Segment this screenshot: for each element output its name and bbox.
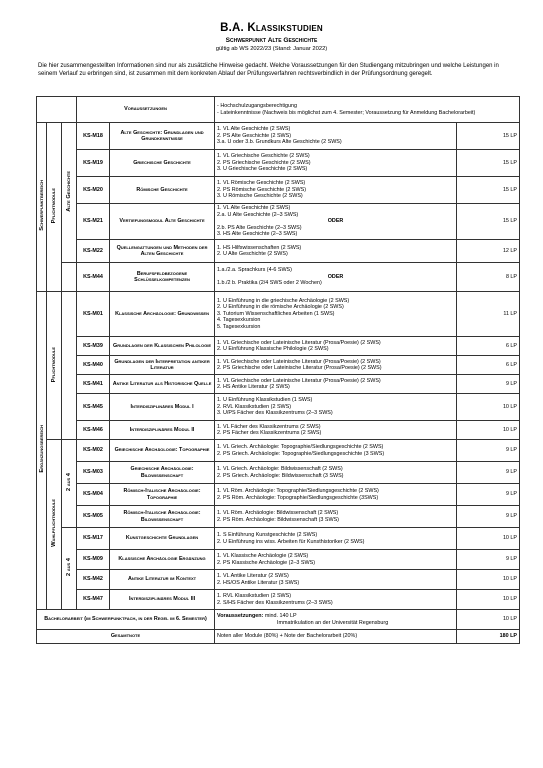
- group-2-aus-4-b-cell: [62, 528, 77, 610]
- module-lp: 9 LP: [505, 469, 518, 476]
- course-line: 2. Ü Einführung Klassische Philologie (2 SWS): [217, 346, 329, 352]
- grade-total: 180 LP: [499, 633, 518, 640]
- module-courses: [215, 292, 457, 337]
- module-code: KS-M22: [83, 247, 103, 254]
- prereq-spacer: [37, 97, 77, 123]
- course-line: ODER: [327, 273, 344, 280]
- area-pflicht: Pflichtmodule: [50, 188, 57, 224]
- module-name-cell: [110, 484, 215, 506]
- module-name-cell: [110, 590, 215, 610]
- module-code: KS-M04: [83, 491, 103, 498]
- course-line: 1. VL Alte Geschichte (2 SWS): [217, 126, 291, 133]
- module-name-cell: [110, 292, 215, 337]
- course-line: 1.a./2.a. Sprachkurs (4-6 SWS): [217, 267, 292, 274]
- area-alte-geschichte: Alte Geschichte: [65, 170, 72, 212]
- module-name-cell: [110, 263, 215, 292]
- module-courses: [215, 337, 457, 356]
- course-line: 3. Ü/PS Fächer des Klassikzentrums (2–3 SWS): [217, 410, 333, 417]
- module-lp-cell: [457, 177, 520, 204]
- module-code: KS-M46: [83, 426, 103, 433]
- course-line: 2. PS Röm. Archäologie: Bildwissenschaft (3 SWS): [217, 516, 339, 523]
- module-code-cell: [77, 204, 110, 240]
- course-line: 5. Tagesexkursion: [217, 323, 261, 330]
- module-code: KS-M02: [83, 447, 103, 454]
- course-line: 2. Ü Einführung ins wiss. Arbeiten für Kunsthistoriker (2 SWS): [217, 538, 365, 545]
- module-code-cell: [77, 570, 110, 590]
- area-pflicht-2: Pflichtmodule: [50, 346, 57, 382]
- module-code: KS-M05: [83, 513, 103, 520]
- module-code-cell: [77, 177, 110, 204]
- module-courses: [215, 462, 457, 484]
- module-name-cell: [110, 356, 215, 375]
- grade-label: Gesamtnote: [110, 633, 141, 640]
- module-lp: 9 LP: [505, 380, 518, 387]
- area-wahlpflicht: Wahlpflichtmodule: [50, 499, 57, 548]
- module-lp: 9 LP: [505, 556, 518, 563]
- prereq-list: [215, 97, 520, 123]
- module-lp: 15 LP: [502, 218, 518, 225]
- module-code: KS-M09: [83, 556, 103, 563]
- course-line: 2. PS Fächer des Klassikzentrums (2 SWS): [217, 430, 322, 436]
- module-lp-cell: [457, 590, 520, 610]
- module-code: KS-M44: [83, 273, 103, 280]
- module-name: Klassische Archäologie Ergänzung: [118, 556, 206, 563]
- group-2-aus-4-b: 2 aus 4: [65, 558, 72, 577]
- module-code-cell: [77, 462, 110, 484]
- module-name: Berufsfeldbezogene Schlüsselkompetenzen: [134, 270, 190, 283]
- module-name: Interdisziplinäres Modul I: [130, 403, 194, 410]
- intro-paragraph: Die hier zusammengestellten Informationen sind nur als zusätzliche Hinweise gedacht. Welche Voraussetzungen für den Studiengang mitzubringen und welche Leistungen in seinem Verlauf zu erbringen sind, ist zusammen mit dem konkreten Ablauf der Prüfungsverfahren rechtsverbindlich in der Prüfungsordnung geregelt.: [38, 63, 499, 78]
- page-title: B.A. Klassikstudien: [220, 22, 323, 34]
- course-line: 1. VL Griech. Archäologie: Bildwissenschaft (2 SWS): [217, 466, 343, 473]
- module-name-cell: [110, 177, 215, 204]
- module-name: Römisch-Italische Archäologie: Bildwissenschaft: [123, 510, 201, 523]
- course-line: 1. VL Fächer des Klassikzentrums (2 SWS): [217, 423, 321, 430]
- module-lp: 10 LP: [502, 403, 518, 410]
- module-code: KS-M42: [83, 576, 103, 583]
- course-line: 3.a. Ü oder 3.b. Grundkurs Alte Geschichte (2 SWS): [217, 139, 342, 146]
- module-name-cell: [110, 440, 215, 462]
- module-code-cell: [77, 440, 110, 462]
- thesis-requirements: [215, 610, 457, 630]
- module-code-cell: [77, 337, 110, 356]
- course-line: 2. HS Antike Literatur (2 SWS): [217, 384, 290, 390]
- course-line: 2. HS/OS Antike Literatur (3 SWS): [217, 579, 300, 586]
- course-line: 2. PS Alte Geschichte (2 SWS): [217, 132, 292, 139]
- module-lp-cell: [457, 440, 520, 462]
- module-lp-cell: [457, 123, 520, 150]
- module-name: Antike Literatur im Kontext: [127, 576, 197, 583]
- module-lp-cell: [457, 356, 520, 375]
- module-code-cell: [77, 421, 110, 440]
- module-name-cell: [110, 570, 215, 590]
- module-code: KS-M41: [83, 380, 103, 387]
- module-name-cell: [110, 394, 215, 421]
- module-courses: [215, 528, 457, 550]
- module-courses: [215, 356, 457, 375]
- grade-text: Noten aller Module (80%) + Note der Bachelorarbeit (20%): [217, 633, 358, 640]
- module-name: Griechische Archäologie: Topographie: [114, 447, 210, 454]
- module-name: Klassische Archäologie: Grundwissen: [115, 310, 209, 317]
- module-code: KS-M01: [83, 310, 103, 317]
- module-name: Griechische Geschichte: [133, 159, 191, 166]
- course-line: 2.b. PS Alte Geschichte (2–3 SWS): [217, 224, 302, 231]
- module-lp: 15 LP: [502, 132, 518, 139]
- module-code-cell: [77, 375, 110, 394]
- course-line: 2.a. Ü Alte Geschichte (2–3 SWS): [217, 211, 299, 218]
- course-line: 1. VL Griechische oder Lateinische Literatur (Prosa/Poesie) (2 SWS): [217, 339, 381, 346]
- page-subtitle: Schwerpunkt Alte Geschichte: [225, 37, 318, 44]
- module-name: Interdisziplinäres Modul II: [129, 426, 195, 433]
- module-code-cell: [77, 506, 110, 528]
- course-line: 1. VL Röm. Archäologie: Bildwissenschaft (2 SWS): [217, 510, 339, 517]
- module-lp-cell: [457, 462, 520, 484]
- module-code-cell: [77, 240, 110, 263]
- module-code-cell: [77, 590, 110, 610]
- module-courses: [215, 570, 457, 590]
- module-lp: 9 LP: [505, 513, 518, 520]
- course-line: 2. PS Griechische oder Lateinische Literatur (Prosa/Poesie) (2 SWS): [217, 365, 382, 371]
- module-courses: [215, 394, 457, 421]
- course-line: 3. Tutorium Wissenschaftliches Arbeiten (1 SWS): [217, 310, 335, 317]
- module-name-cell: [110, 123, 215, 150]
- course-line: 1. VL Griechische oder Lateinische Literatur (Prosa/Poesie) (2 SWS): [217, 358, 381, 365]
- module-code: KS-M03: [83, 469, 103, 476]
- module-courses: [215, 421, 457, 440]
- course-line: 2. Ü Alte Geschichte (2 SWS): [217, 251, 288, 257]
- course-line: 4. Tagesexkursion: [217, 317, 261, 324]
- module-lp-cell: [457, 337, 520, 356]
- grade-text-cell: [215, 630, 457, 644]
- area-schwerpunkt: Schwerpunktbereich: [39, 180, 45, 232]
- module-code-cell: [77, 550, 110, 570]
- module-lp-cell: [457, 506, 520, 528]
- course-line: 1. VL Römische Geschichte (2 SWS): [217, 180, 306, 187]
- module-code: KS-M19: [83, 159, 103, 166]
- course-line: 3. Ü Griechische Geschichte (2 SWS): [217, 166, 308, 173]
- module-lp-cell: [457, 484, 520, 506]
- course-line: 2. S/HS Fächer des Klassikzentrums (2–3 SWS): [217, 599, 333, 606]
- module-code-cell: [77, 292, 110, 337]
- module-lp-cell: [457, 204, 520, 240]
- course-line: 1. RVL Klassikstudien (2 SWS): [217, 593, 292, 600]
- module-name-cell: [110, 528, 215, 550]
- module-code: KS-M40: [83, 361, 103, 368]
- prereq-item: - Lateinkenntnisse (Nachweis bis möglichst zum 4. Semester; Voraussetzung für Anmeldung Bachelorarbeit): [217, 109, 476, 116]
- module-courses: [215, 375, 457, 394]
- module-lp-cell: [457, 421, 520, 440]
- course-line: 1. VL Alte Geschichte (2 SWS): [217, 205, 291, 212]
- area-wahlpflicht-cell: [47, 440, 62, 610]
- module-code: KS-M45: [83, 403, 103, 410]
- module-courses: [215, 150, 457, 177]
- course-line: 2. RVL Klassikstudien (2 SWS): [217, 403, 292, 410]
- validity-note: gültig ab WS 2022/23 (Stand: Januar 2022): [215, 46, 328, 52]
- module-lp: 10 LP: [502, 576, 518, 583]
- thesis-label-cell: [37, 610, 215, 630]
- module-courses: [215, 484, 457, 506]
- module-name-cell: [110, 550, 215, 570]
- module-lp: 6 LP: [505, 342, 518, 349]
- module-code: KS-M39: [83, 342, 103, 349]
- course-line: 3. HS Alte Geschichte (2–3 SWS): [217, 231, 298, 238]
- module-name: Kunstgeschichte Grundlagen: [125, 535, 199, 542]
- course-line: 3. Ü Römische Geschichte (2 SWS): [217, 193, 303, 200]
- module-name: Römische Geschichte: [136, 186, 188, 193]
- module-name-cell: [110, 337, 215, 356]
- module-courses: [215, 123, 457, 150]
- module-lp: 9 LP: [505, 491, 518, 498]
- course-line: 1. S Einführung Kunstgeschichte (2 SWS): [217, 532, 318, 539]
- prereq-label: Voraussetzungen: [124, 106, 167, 113]
- course-line: 2. Ü Einführung in die römische Archäologie (2 SWS): [217, 304, 344, 311]
- module-name: Interdisziplinäres Modul III: [128, 596, 196, 603]
- module-lp: 15 LP: [502, 186, 518, 193]
- thesis-label: Bachelorarbeit (im Schwerpunktfach, in der Regel im 6. Semester): [44, 616, 207, 623]
- module-lp: 15 LP: [502, 159, 518, 166]
- module-name: Antike Literatur als Historische Quelle: [112, 380, 212, 387]
- module-code: KS-M21: [83, 218, 103, 225]
- course-line: 2. PS Griech. Archäologie: Bildwissenschaft (3 SWS): [217, 472, 344, 479]
- module-code-cell: [77, 356, 110, 375]
- module-lp-cell: [457, 394, 520, 421]
- module-courses: [215, 263, 457, 292]
- module-code-cell: [77, 394, 110, 421]
- group-2-aus-4-a: 2 aus 4: [65, 473, 72, 492]
- module-lp-cell: [457, 528, 520, 550]
- thesis-lp-cell: [457, 610, 520, 630]
- course-line: ODER: [327, 218, 344, 225]
- course-line: 1. VL Antike Literatur (2 SWS): [217, 573, 289, 580]
- course-line: 2. PS Griech. Archäologie: Topographie/Siedlungsgeschichte (3 SWS): [217, 450, 385, 457]
- thesis-lp: 10 LP: [502, 616, 518, 623]
- module-lp-cell: [457, 150, 520, 177]
- area-ergaenzung-cell: [37, 292, 47, 610]
- module-name: Römisch-Italische Archäologie: Topographie: [123, 488, 201, 501]
- grade-label-cell: [37, 630, 215, 644]
- module-lp: 6 LP: [505, 361, 518, 368]
- module-code: KS-M20: [83, 186, 103, 193]
- area-ergaenzung: Ergänzungsbereich: [39, 425, 45, 474]
- module-code-cell: [77, 123, 110, 150]
- module-name: Grundlagen der Interpretation antiker Literatur: [114, 358, 210, 371]
- module-lp: 12 LP: [502, 247, 518, 254]
- module-courses: [215, 204, 457, 240]
- prereq-item: - Hochschulzugangsberechtigung: [217, 103, 298, 110]
- module-lp-cell: [457, 375, 520, 394]
- area-blank: [62, 263, 77, 292]
- module-courses: [215, 506, 457, 528]
- course-line: 1. VL Klassische Archäologie (2 SWS): [217, 553, 309, 560]
- course-line: 1. VL Griech. Archäologie: Topographie/Siedlungsgeschichte (2 SWS): [217, 444, 384, 451]
- module-code-cell: [77, 484, 110, 506]
- course-line: 1. Ü Einführung in die griechische Archäologie (2 SWS): [217, 297, 350, 304]
- course-line: 1.b./2 b. Praktika (2/4 SWS oder 2 Wochen): [217, 280, 322, 287]
- course-line: 1. VL Griechische oder Lateinische Literatur (Prosa/Poesie) (2 SWS): [217, 377, 381, 384]
- module-lp: 9 LP: [505, 447, 518, 454]
- module-courses: [215, 550, 457, 570]
- area-pflicht-cell: [47, 123, 62, 292]
- module-name: Quellengattungen und Methoden der Alten Geschichte: [116, 244, 208, 257]
- module-name: Alte Geschichte: Grundlagen und Grundkenntnisse: [120, 129, 204, 142]
- module-name: Vertiefungsmodul Alte Geschichte: [119, 218, 205, 225]
- module-code: KS-M17: [83, 535, 103, 542]
- module-name-cell: [110, 462, 215, 484]
- module-code: KS-M18: [83, 132, 103, 139]
- module-code-cell: [77, 528, 110, 550]
- module-lp-cell: [457, 263, 520, 292]
- thesis-req-label: Voraussetzungen:: [217, 613, 264, 620]
- course-line: 1. VL Röm. Archäologie: Topographie/Siedlungsgeschichte (2 SWS): [217, 488, 379, 495]
- module-code-cell: [77, 150, 110, 177]
- module-name: Griechische Archäologie: Bildwissenschaft: [130, 466, 194, 479]
- module-code-cell: [77, 263, 110, 292]
- course-line: 2. PS Röm. Archäologie: Topographie/Siedlungsgeschichte (3SWS): [217, 494, 379, 501]
- module-table: [36, 96, 520, 644]
- module-code: KS-M47: [83, 596, 103, 603]
- course-line: 2. PS Griechische Geschichte (2 SWS): [217, 159, 311, 166]
- group-2-aus-4-a-cell: [62, 440, 77, 528]
- course-line: 2. PS Klassische Archäologie (2–3 SWS): [217, 559, 316, 566]
- module-lp: 11 LP: [503, 310, 518, 317]
- module-name-cell: [110, 375, 215, 394]
- module-courses: [215, 177, 457, 204]
- module-name-cell: [110, 421, 215, 440]
- module-lp-cell: [457, 240, 520, 263]
- prereq-label-cell: [77, 97, 215, 123]
- thesis-req-1: mind. 140 LP: [264, 613, 297, 620]
- module-courses: [215, 590, 457, 610]
- module-lp: 10 LP: [502, 535, 518, 542]
- module-name-cell: [110, 204, 215, 240]
- area-pflicht-2-cell: [47, 292, 62, 440]
- module-courses: [215, 240, 457, 263]
- area-schwerpunkt-cell: [37, 123, 47, 292]
- area-alte-geschichte-cell: [62, 123, 77, 263]
- module-lp: 10 LP: [502, 426, 518, 433]
- module-lp-cell: [457, 550, 520, 570]
- module-name-cell: [110, 506, 215, 528]
- module-lp-cell: [457, 292, 520, 337]
- module-lp: 10 LP: [502, 596, 518, 603]
- course-line: 1. VL Griechische Geschichte (2 SWS): [217, 153, 310, 160]
- module-courses: [215, 440, 457, 462]
- module-lp-cell: [457, 570, 520, 590]
- module-name-cell: [110, 150, 215, 177]
- module-name: Grundlagen der Klassischen Philologie: [113, 342, 212, 349]
- course-line: 2. PS Römische Geschichte (2 SWS): [217, 186, 307, 193]
- grade-total-cell: [457, 630, 520, 644]
- module-lp: 8 LP: [505, 273, 518, 280]
- course-line: 1. Ü Einführung Klassikstudien (1 SWS): [217, 397, 313, 404]
- thesis-req-2: Immatrikulation an der Universität Regensburg: [277, 619, 389, 626]
- module-name-cell: [110, 240, 215, 263]
- course-line: 1. HS Hilfswissenschaften (2 SWS): [217, 244, 302, 251]
- area-pflicht-blank-cell: [62, 292, 77, 440]
